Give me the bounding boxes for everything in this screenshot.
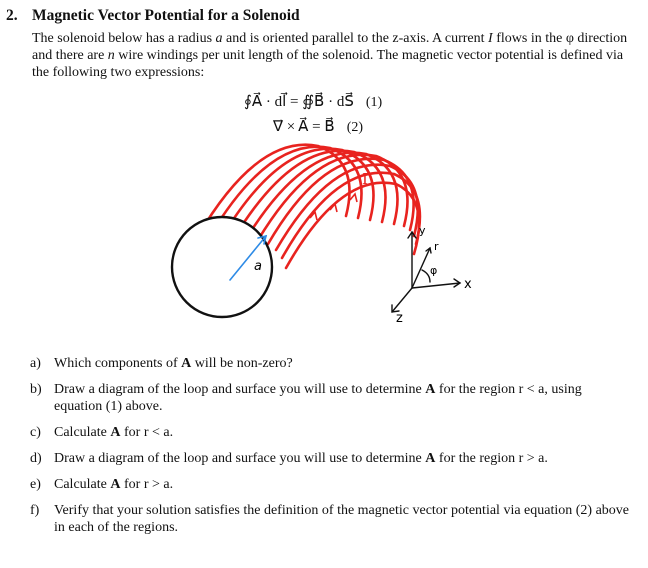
question-letter: f) [30,503,40,518]
question-letter: e) [30,477,41,492]
var-a: a [215,31,223,46]
question-text-end: for r > a. [120,477,174,492]
current-label: I [362,170,368,188]
question-bold: A [425,451,436,466]
question-item [30,450,630,467]
equation-1-label: (1) [365,95,383,110]
question-text: Calculate [54,425,111,440]
question-text: Verify that your solution satisfies the definition of the magnetic vector potential via equation (2) above in each of the regions. [54,503,630,535]
intro-text-3: flows in the φ direction and there are [32,31,628,64]
question-bold: A [425,382,436,397]
question-list [30,355,630,545]
question-item [30,381,630,415]
question-text: Draw a diagram of the loop and surface you will use to determine [54,382,426,397]
question-text: Draw a diagram of the loop and surface you will use to determine [54,451,426,466]
intro-text-1: The solenoid below has a radius [32,31,216,46]
solenoid-figure [160,140,500,340]
axis-r-label: r [434,240,439,253]
equation-2 [273,117,363,136]
axis-z-label: z [396,311,403,326]
question-text-end: for r < a. [120,425,174,440]
axis-x-label: x [464,277,472,292]
var-n: n [107,48,115,64]
question-text-end: for the region r > a. [435,451,548,466]
axis-y-label: y [419,224,426,237]
var-I: I [488,31,493,46]
question-letter: b) [30,382,42,397]
problem-title: Magnetic Vector Potential for a Solenoid [32,7,300,24]
question-item [30,424,630,441]
equation-1-expr: ∮A⃗ · dl⃗ = ∯B⃗ · dS⃗ [244,94,354,110]
intro-text-4: wire windings per unit length of the solenoid. The magnetic vector potential is defined via the following two expressions: [32,48,624,81]
question-letter: a) [30,356,41,371]
question-bold: A [110,425,121,440]
question-letter: d) [30,451,42,466]
equation-2-expr: ∇⃗ × A⃗ = B⃗ [273,119,335,135]
question-text: Calculate [54,477,111,492]
coordinate-axes [392,232,460,312]
radius-label: a [254,259,262,274]
question-item [30,476,630,493]
problem-number: 2. [6,7,18,24]
question-text-end: will be non-zero? [191,356,293,371]
question-bold: A [110,477,121,492]
axis-phi-label: φ [430,264,438,277]
equation-2-label: (2) [346,120,364,135]
question-item [30,355,630,372]
intro-paragraph [32,30,632,82]
question-letter: c) [30,425,41,440]
question-bold: A [181,356,192,371]
question-text-end: for the region r < a, using equation (1) above. [54,382,582,414]
equation-1 [244,92,382,111]
intro-text-2: and is oriented parallel to the z-axis. A current [222,31,489,46]
question-item [30,502,630,536]
problem-heading [6,7,300,25]
question-text: Which components of [54,356,182,371]
